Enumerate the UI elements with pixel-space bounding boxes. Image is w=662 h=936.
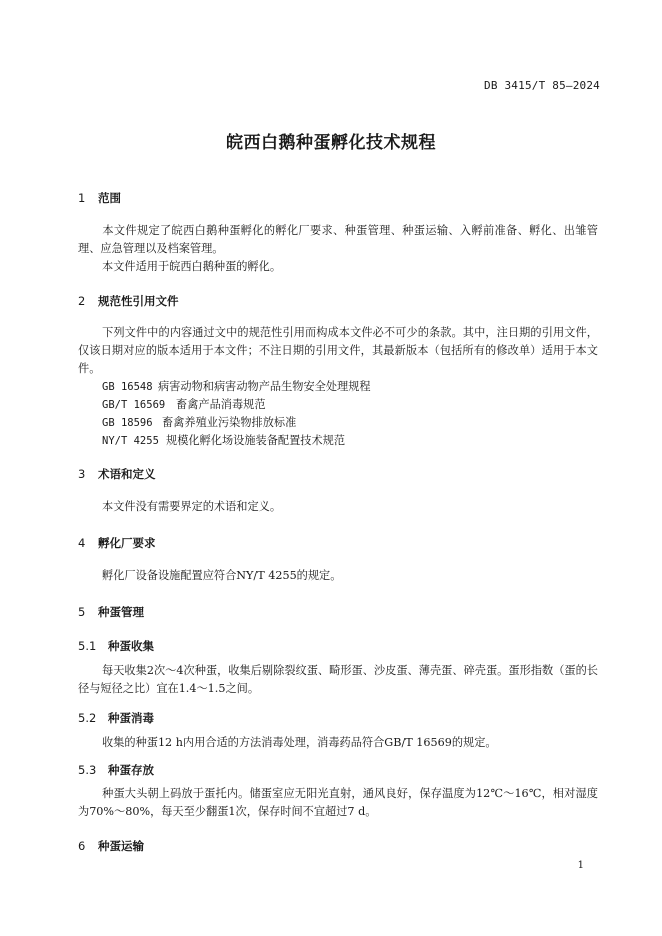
section-title: 术语和定义 <box>98 467 156 481</box>
paragraph-text: 本文件规定了皖西白鹅种蛋孵化的孵化厂要求、种蛋管理、种蛋运输、入孵前准备、孵化、出雏管理、应急管理以及档案管理。 <box>78 224 598 255</box>
reference-item <box>102 378 371 396</box>
document-number: DB 3415/T 85—2024 <box>484 79 600 92</box>
section-title: 规范性引用文件 <box>98 294 179 308</box>
subsection-title: 种蛋收集 <box>108 639 154 653</box>
section-number: 2 <box>78 294 86 308</box>
paragraph-text: 本文件没有需要界定的术语和定义。 <box>102 500 282 513</box>
section-number: 4 <box>78 536 86 550</box>
subsection-number: 5.3 <box>78 763 97 777</box>
section-heading-5 <box>78 604 144 620</box>
paragraph-text: 本文件适用于皖西白鹅种蛋的孵化。 <box>102 260 282 273</box>
paragraph-text: 下列文件中的内容通过文中的规范性引用而构成本文件必不可少的条款。其中，注日期的引用文件，仅该日期对应的版本适用于本文件；不注日期的引用文件，其最新版本（包括所有的修改单）适用于本文件。 <box>78 326 598 375</box>
reference-code: GB 18596 <box>102 417 153 429</box>
subsection-title: 种蛋存放 <box>108 763 154 777</box>
section-number: 6 <box>78 839 86 853</box>
paragraph <box>78 662 598 698</box>
section-title: 范围 <box>98 191 121 205</box>
reference-name: 规模化孵化场设施装备配置技术规范 <box>166 434 346 447</box>
paragraph <box>78 498 598 516</box>
page-number: 1 <box>577 860 584 871</box>
section-title: 孵化厂要求 <box>98 536 156 550</box>
section-title: 种蛋运输 <box>98 839 144 853</box>
section-number: 5 <box>78 605 86 619</box>
paragraph <box>78 222 598 258</box>
paragraph-text: 孵化厂设备设施配置应符合NY/T 4255的规定。 <box>102 569 342 582</box>
subsection-heading-5-2 <box>78 710 154 726</box>
reference-item <box>102 432 345 450</box>
paragraph <box>78 567 598 585</box>
document-title: 皖西白鹅种蛋孵化技术规程 <box>226 133 436 153</box>
paragraph-text: 每天收集2次～4次种蛋，收集后剔除裂纹蛋、畸形蛋、沙皮蛋、薄壳蛋、碎壳蛋。蛋形指数（蛋的长径与短径之比）宜在1.4～1.5之间。 <box>78 664 598 695</box>
paragraph <box>78 785 598 821</box>
reference-name: 病害动物和病害动物产品生物安全处理规程 <box>158 380 371 393</box>
section-heading-2 <box>78 293 179 309</box>
section-heading-6 <box>78 838 144 854</box>
reference-item <box>102 396 266 414</box>
section-title: 种蛋管理 <box>98 605 144 619</box>
subsection-number: 5.1 <box>78 639 97 653</box>
reference-name: 畜禽养殖业污染物排放标准 <box>162 416 297 429</box>
reference-code: GB/T 16569 <box>102 399 166 411</box>
reference-item <box>102 414 296 432</box>
paragraph <box>78 324 598 378</box>
paragraph-text: 种蛋大头朝上码放于蛋托内。储蛋室应无阳光直射，通风良好，保存温度为12℃～16℃，相对湿度为70%～80%，每天至少翻蛋1次，保存时间不宜超过7 d。 <box>78 787 598 818</box>
subsection-title: 种蛋消毒 <box>108 711 154 725</box>
subsection-number: 5.2 <box>78 711 97 725</box>
subsection-heading-5-3 <box>78 762 154 778</box>
section-number: 3 <box>78 467 86 481</box>
reference-code: NY/T 4255 <box>102 435 159 447</box>
reference-code: GB 16548 <box>102 381 153 393</box>
section-heading-3 <box>78 466 156 482</box>
section-number: 1 <box>78 191 86 205</box>
section-heading-4 <box>78 535 156 551</box>
paragraph <box>78 734 598 752</box>
paragraph <box>78 258 598 276</box>
subsection-heading-5-1 <box>78 638 154 654</box>
reference-name: 畜禽产品消毒规范 <box>176 398 266 411</box>
section-heading-1 <box>78 190 121 206</box>
paragraph-text: 收集的种蛋12 h内用合适的方法消毒处理，消毒药品符合GB/T 16569的规定。 <box>102 736 497 749</box>
